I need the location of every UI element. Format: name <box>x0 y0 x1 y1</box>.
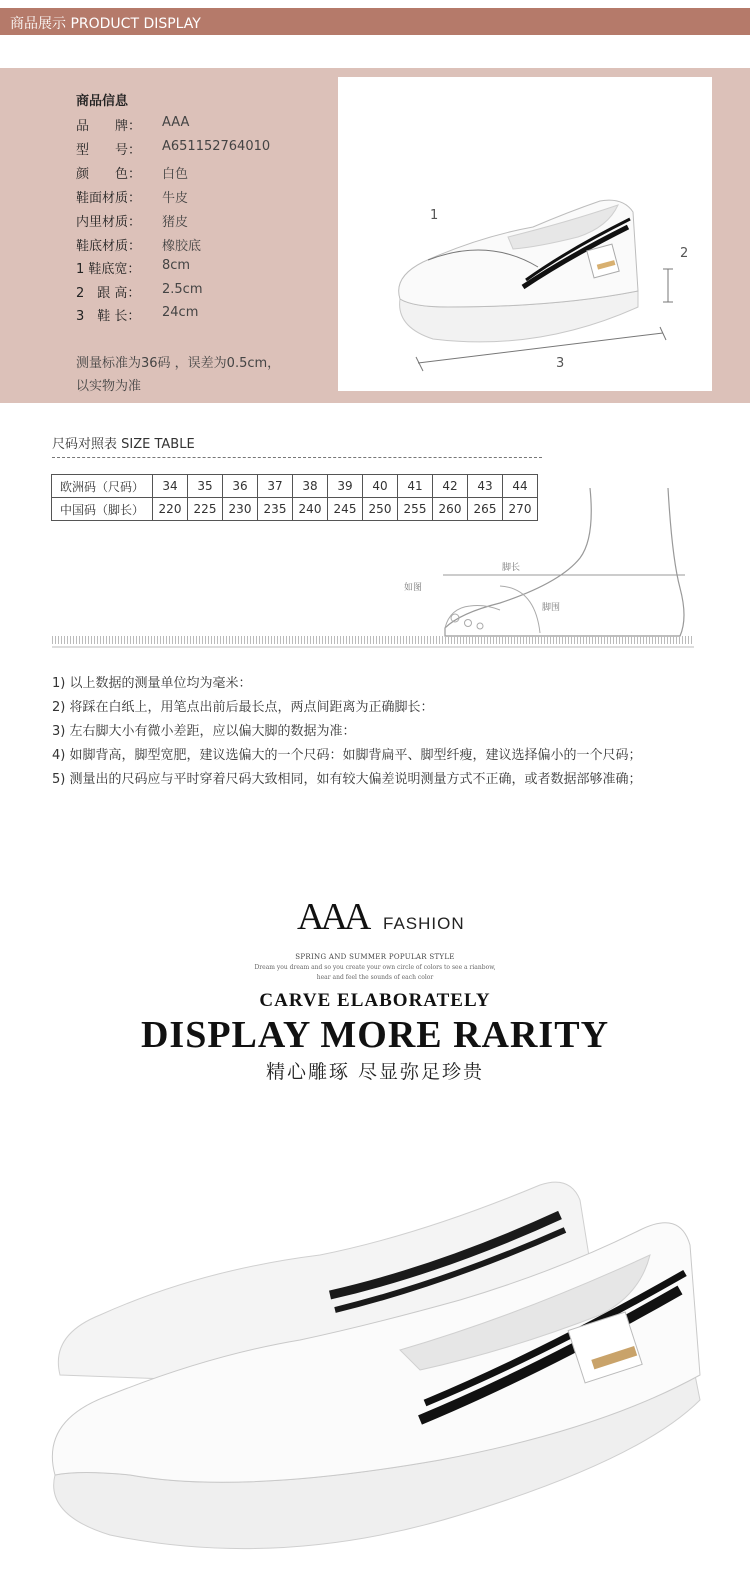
info-value: A651152764010 <box>162 139 271 154</box>
info-row-model <box>76 139 271 158</box>
info-label: 内里材质： <box>76 215 142 230</box>
info-label: 颜 色： <box>76 167 142 182</box>
toe-shape <box>465 620 472 627</box>
table-cell: 37 <box>258 475 293 498</box>
info-value: AAA <box>162 115 190 130</box>
foot-outline <box>445 488 684 636</box>
info-label: 1 鞋底宽： <box>76 262 141 277</box>
info-value: 白色 <box>162 167 189 182</box>
note-line: 1) 以上数据的测量单位均为毫米： <box>52 676 252 691</box>
table-cell: 235 <box>258 498 293 521</box>
shoe-diagram-svg <box>338 77 712 391</box>
info-row-lining-material <box>76 211 189 230</box>
table-cell: 35 <box>188 475 223 498</box>
info-row-upper-material <box>76 187 189 206</box>
shoe-pair-illustration <box>40 1175 720 1575</box>
brand-tagline: SPRING AND SUMMER POPULAR STYLE <box>295 953 455 961</box>
foot-length-label: 脚长 <box>502 563 521 573</box>
info-label: 鞋面材质： <box>76 191 142 206</box>
table-cell: 34 <box>153 475 188 498</box>
measurement-note-line: 以实物为准 <box>76 379 142 394</box>
note-line: 3) 左右脚大小有微小差距，应以偏大脚的数据为准： <box>52 724 356 739</box>
headline-display: DISPLAY MORE RARITY <box>140 1014 610 1056</box>
table-cell: 220 <box>153 498 188 521</box>
brand-tagline-small: hear and feel the sounds of each color <box>316 974 434 981</box>
headline-carve: CARVE ELABORATELY <box>259 990 491 1011</box>
toe-shape <box>477 623 483 629</box>
table-cell: 240 <box>293 498 328 521</box>
table-cell: 40 <box>363 475 398 498</box>
brand-logo-text: AAA <box>297 896 368 935</box>
diagram-label-2: 2 <box>680 246 689 261</box>
info-value: 8cm <box>162 258 191 273</box>
table-cell: 225 <box>188 498 223 521</box>
note-line: 2) 将踩在白纸上，用笔点出前后最长点，两点间距离为正确脚长： <box>52 700 434 715</box>
info-row-shoe-length <box>76 305 199 324</box>
table-cell: 43 <box>468 475 503 498</box>
info-row-sole-width <box>76 258 191 277</box>
table-cell: 270 <box>503 498 538 521</box>
info-label: 品 牌： <box>76 119 142 134</box>
ruler-ticks <box>52 636 694 648</box>
foot-girth-label: 脚围 <box>542 603 561 613</box>
info-row-brand <box>76 115 190 134</box>
ruler-strip <box>52 636 694 648</box>
toe-outline <box>445 606 500 629</box>
table-cell: 36 <box>223 475 258 498</box>
info-value: 橡胶底 <box>162 239 202 254</box>
table-cell: 265 <box>468 498 503 521</box>
brand-tagline-small: Dream you dream and so you create your own circle of colors to see a rianbow, <box>254 964 496 971</box>
length-measure-tick <box>416 357 423 371</box>
table-cell: 41 <box>398 475 433 498</box>
foot-measurement-figure <box>440 478 700 648</box>
brand-fashion-text: FASHION <box>383 914 465 933</box>
product-info-panel <box>0 68 750 403</box>
table-cell: 255 <box>398 498 433 521</box>
table-row-header: 中国码（脚长） <box>52 498 153 521</box>
section-header-bar <box>0 8 750 35</box>
table-cell: 38 <box>293 475 328 498</box>
info-row-color <box>76 163 189 182</box>
diagram-label-1: 1 <box>430 208 439 223</box>
table-row-header: 欧洲码（尺码） <box>52 475 153 498</box>
table-cell: 44 <box>503 475 538 498</box>
note-line: 5) 测量出的尺码应与平时穿着尺码大致相同，如有较大偏差说明测量方式不正确，或者数据部够准确； <box>52 772 642 787</box>
table-cell: 245 <box>328 498 363 521</box>
note-line: 4) 如脚背高，脚型宽肥，建议选偏大的一个尺码：如脚背扁平、脚型纤瘦，建议选择偏小的一个尺码； <box>52 748 642 763</box>
table-cell: 230 <box>223 498 258 521</box>
info-label: 型 号： <box>76 143 142 158</box>
brand-logo <box>297 895 467 935</box>
info-value: 24cm <box>162 305 199 320</box>
shoe-measurement-diagram <box>338 77 712 391</box>
info-label: 2 跟 高： <box>76 286 141 301</box>
diagram-label-3: 3 <box>556 356 565 371</box>
headline-chinese: 精心雕琢 尽显弥足珍贵 <box>265 1061 485 1083</box>
info-label: 鞋底材质： <box>76 239 142 254</box>
product-info-title: 商品信息 <box>76 94 129 109</box>
table-cell: 250 <box>363 498 398 521</box>
measurement-note <box>76 352 316 398</box>
info-value: 牛皮 <box>162 191 189 206</box>
section-header-title: 商品展示 PRODUCT DISPLAY <box>10 16 201 32</box>
as-shown-label: 如图 <box>404 583 423 593</box>
size-table-title: 尺码对照表 SIZE TABLE <box>52 437 195 452</box>
info-value: 猪皮 <box>162 215 189 230</box>
foot-girth-arc <box>500 586 540 633</box>
info-row-heel-height <box>76 282 203 301</box>
table-cell: 42 <box>433 475 468 498</box>
info-value: 2.5cm <box>162 282 203 297</box>
table-cell: 260 <box>433 498 468 521</box>
info-row-sole-material <box>76 235 202 254</box>
table-cell: 39 <box>328 475 363 498</box>
size-table-divider <box>52 457 542 458</box>
measurement-note-line: 测量标准为36码 ，误差为0.5cm， <box>76 356 281 371</box>
info-label: 3 鞋 长： <box>76 309 141 324</box>
